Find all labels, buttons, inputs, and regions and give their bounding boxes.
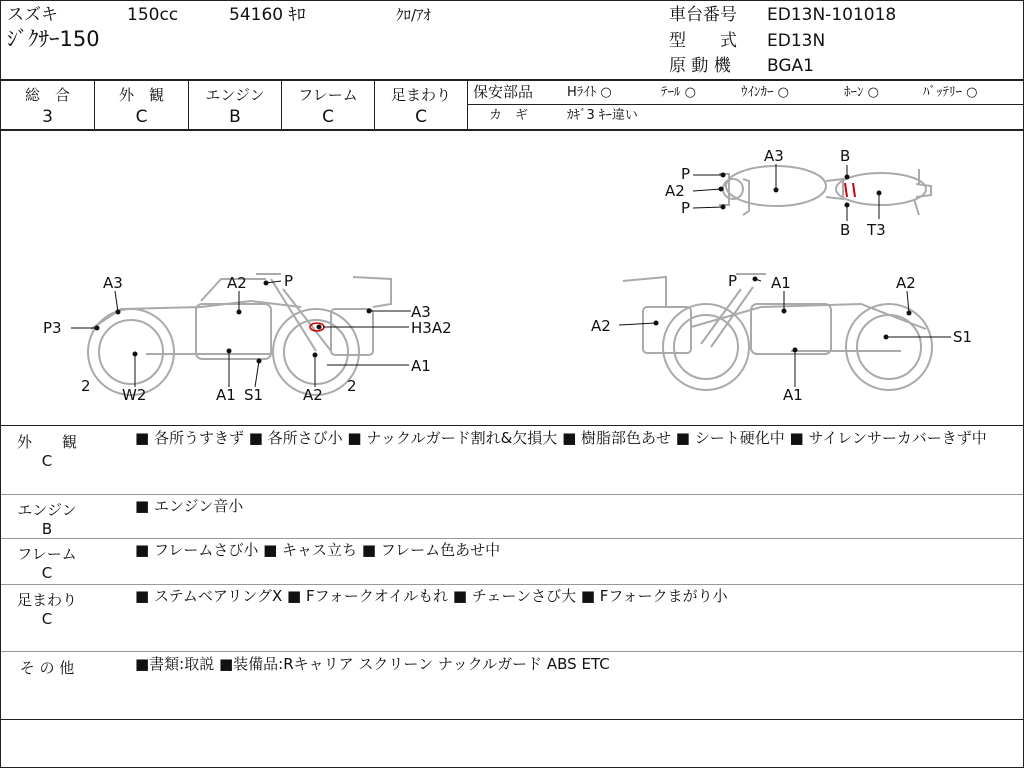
dlabel: A3 [764,147,784,165]
safety-label: 保安部品 [473,83,534,101]
remarks-bottom-rule [1,719,1023,720]
remark-label: エンジン [17,501,77,519]
dlabel: A1 [411,357,431,375]
bike-outlines [88,166,932,395]
safety-divider [468,104,1023,105]
row-divider [1,651,1023,652]
remark-label: 外 観 [16,433,77,451]
grade-frame [282,81,375,129]
grade-overall [1,81,95,129]
dlabel: A1 [771,274,791,292]
engine-label: 原 動 機 [669,56,731,76]
top-view-bike [719,166,931,215]
remark-label: そ の 他 [19,659,75,677]
safety-item: ﾃｰﾙ ○ [661,85,696,100]
remark-text: ■書類:取説 ■装備品:Rキャリア スクリーン ナックルガード ABS ETC [135,655,610,673]
remarks-top-rule [1,425,1023,426]
dlabel: A1 [783,386,803,404]
dlabel: S1 [953,328,973,346]
engine-value: BGA1 [767,56,814,76]
grade-value: C [415,107,427,127]
dlabel: H3A2 [411,319,452,337]
dlabel: 2 [81,377,91,395]
safety-item: ﾊﾞｯﾃﾘｰ ○ [923,85,978,100]
dlabel: B [840,221,851,239]
remark-label: フレーム [17,545,77,563]
dlabel: A2 [896,274,916,292]
grade-label: 外 観 [118,86,164,104]
grade-engine [189,81,282,129]
dlabel: P [284,272,294,290]
dlabel: B [840,147,851,165]
damage-points [95,173,912,364]
dlabel: A2 [303,386,323,404]
remark-text: ■ 各所うすきず ■ 各所さび小 ■ ナックルガード割れ&欠損大 ■ 樹脂部色あせ ■ シート硬化中 ■ サイレンサーカバーきず中 [135,429,987,447]
grade-value: C [322,107,334,127]
dlabel: S1 [244,386,264,404]
dlabel: A3 [103,274,123,292]
grade-label: フレーム [298,86,358,104]
dlabel: A3 [411,303,431,321]
key-value: ｶｷﾞ3 ｷｰ違い [567,108,638,123]
diagram-labels [43,147,972,404]
chassis-label: 車台番号 [669,5,737,25]
dlabel: P [728,272,738,290]
remark-grade: C [41,452,53,470]
dlabel: T3 [867,221,886,239]
grade-suspension [375,81,468,129]
safety-item: Hﾗｲﾄ ○ [567,85,612,100]
grade-value: 3 [42,107,53,127]
grade-row [1,79,1023,131]
remark-grade: B [41,520,53,538]
maker: スズキ [7,5,58,25]
remark-text: ■ エンジン音小 [135,497,244,515]
dlabel: W2 [122,386,147,404]
dlabel: 2 [347,377,357,395]
grade-label: エンジン [205,86,265,104]
type-value: ED13N [767,31,826,51]
remark-grade: C [41,610,53,628]
chassis-value: ED13N-101018 [767,5,897,25]
displacement: 150cc [127,5,179,25]
remark-text: ■ ステムベアリングX ■ Fフォークオイルもれ ■ チェーンさび大 ■ Fフォークまがり小 [135,587,728,605]
safety-item: ﾎｰﾝ ○ [844,85,879,100]
grade-label: 総 合 [24,86,70,104]
key-label: カ ギ [489,108,529,123]
grade-value: B [229,107,241,127]
grade-label: 足まわり [390,86,451,104]
dlabel: A2 [591,317,611,335]
dlabel: A2 [665,182,685,200]
grade-exterior [95,81,189,129]
model-name: ｼﾞｸｻｰ150 [7,27,100,51]
remark-label: 足まわり [16,591,77,609]
damage-diagram [1,129,1023,425]
dlabel: P [681,165,691,183]
dlabel: P [681,199,691,217]
remark-text: ■ フレームさび小 ■ キャス立ち ■ フレーム色あせ中 [135,541,501,559]
dlabel: A2 [227,274,247,292]
safety-item: ｳｲﾝｶｰ ○ [741,85,789,100]
grade-value: C [135,107,148,127]
color: ｸﾛ/ｱｵ [396,6,432,24]
type-label: 型 式 [669,31,737,51]
dlabel: P3 [43,319,62,337]
remark-grade: C [41,564,53,582]
top-damage-marks [845,183,855,197]
mileage: 54160 ｷﾛ [229,5,306,25]
dlabel: A1 [216,386,236,404]
